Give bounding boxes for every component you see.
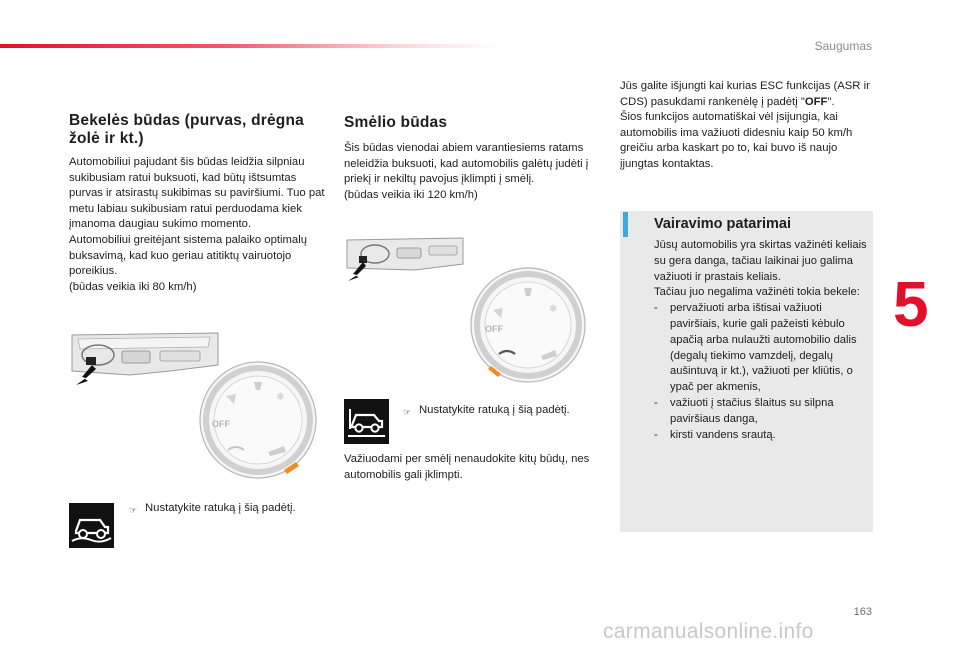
off-label: OFF [804, 95, 828, 108]
page-number: 163 [853, 606, 872, 618]
list-item-text: pervažiuoti arba ištisai važiuoti paviršiais, kurie gali pažeisti kėbulo apačią arba nulaužti automobilio dalis (degalų tiekimo vamzdelį, degalų aušintuvą ir kt.), važiuoti per kliūtis, o ypač per akmenis, [670, 302, 857, 394]
sand-mode-icon [344, 399, 389, 444]
sand-instruction-text: Nustatykite ratuką į šią padėtį. [419, 404, 570, 416]
sand-mode-description: Šis būdas vienodai abiem varantiesiems ratams neleidžia buksuoti, kad automobilis galėtų judėti į priekį ir nekiltų pavojus įklimpti į smėlį. (būdas veikia iki 120 km/h) [344, 142, 589, 201]
mud-mode-icon [69, 503, 114, 548]
esc-text-2: ". Šios funkcijos automatiškai vėl įsijungia, kai automobilis ima važiuoti didesniu kaip 50 km/h greičiu arba kaskart po to, kai buvo iš naujo įjungtas kontaktas. [620, 95, 853, 170]
sand-mode-title: Smėlio būdas [344, 114, 448, 131]
header-accent-bar [0, 44, 500, 48]
mud-instruction [129, 501, 329, 518]
svg-text:❄: ❄ [549, 304, 558, 315]
info-icon [623, 215, 628, 237]
pointer-hand-icon: ☞ [403, 407, 412, 417]
list-item-text: kirsti vandens srautą. [670, 428, 776, 441]
mud-mode-description: Automobiliui pajudant šis būdas leidžia silpniau sukibusiam ratui buksuoti, kad būtų ištsumtas purvas ir atsirastų sukibimas su paviršiumi. Tuo pat metu labiau sukibusiam ratui perduodama kiek įmanoma daugiau sukimo momento. Automobiliui greitėjant sistema palaiko optimalų buksavimą, kad kuo geriau atitiktų vairuotojo poreikius. (būdas veikia iki 80 km/h) [69, 156, 325, 293]
list-item: - pervažiuoti arba ištisai važiuoti paviršiais, kurie gali pažeisti kėbulo apačią arba nulaužti automobilio dalis (degalų tiekimo vamzdelį, degalų aušintuvą ir kt.), važiuoti per kliūtis, o ypač per akmenis, [654, 301, 872, 396]
mud-mode-title: Bekelės būdas (purvas, drėgna žolė ir kt.) [69, 112, 304, 147]
svg-text:❄: ❄ [276, 392, 285, 403]
esc-text-1: Jūs galite išjungti kai kurias ESC funkcijas (ASR ir CDS) pasukdami rankenėlę į padėtį " [620, 80, 870, 108]
dial-off-label: OFF [485, 324, 503, 334]
list-item: - važiuoti į stačius šlaitus su silpna paviršiaus danga, [654, 396, 872, 428]
dashboard-illustration-2 [345, 234, 465, 282]
watermark: carmanualsonline.info [603, 620, 814, 643]
driving-tips-title: Vairavimo patarimai [654, 216, 792, 232]
list-item: - kirsti vandens srautą. [654, 428, 872, 444]
section-title: Saugumas [814, 39, 872, 53]
sand-instruction [403, 403, 593, 420]
chapter-number: 5 [893, 268, 929, 340]
mode-dial-mud [198, 360, 318, 480]
sand-mode-note: Važiuodami per smėlį nenaudokite kitų būdų, nes automobilis gali įklimpti. [344, 453, 590, 481]
list-item-text: važiuoti į stačius šlaitus su silpna paviršiaus danga, [670, 396, 834, 425]
driving-tips-intro: Jūsų automobilis yra skirtas važinėti keliais su gera danga, tačiau laikinai juo galima važiuoti ir prastais keliais. Tačiau juo negalima važinėti tokia bekele: [654, 239, 867, 299]
dial-off-label: OFF [212, 419, 230, 429]
esc-off-paragraph [620, 79, 873, 173]
pointer-hand-icon: ☞ [129, 505, 138, 515]
mud-instruction-text: Nustatykite ratuką į šią padėtį. [145, 502, 296, 514]
driving-tips-body [654, 238, 872, 443]
mode-dial-sand [469, 266, 587, 384]
